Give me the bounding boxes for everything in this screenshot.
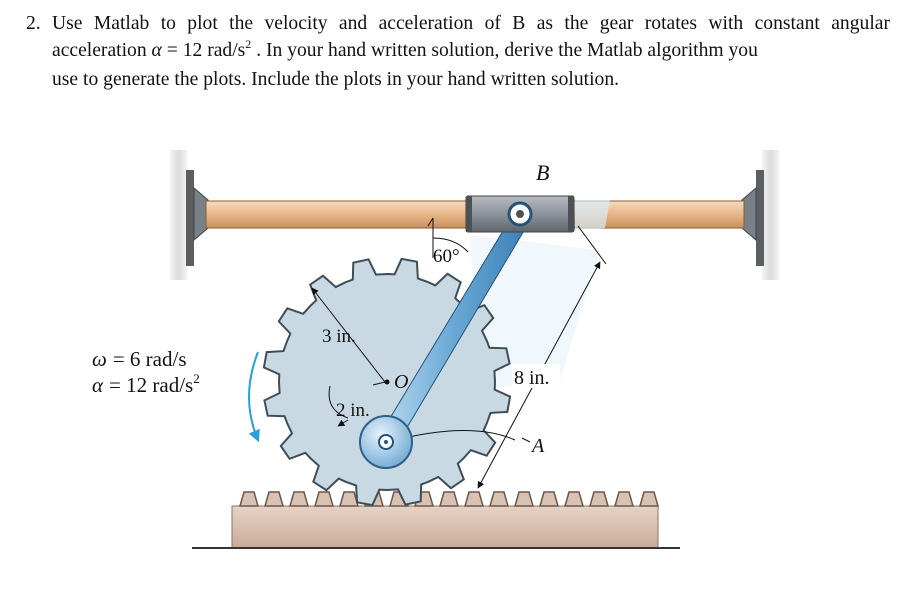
alpha-value: = 12 rad/s (109, 373, 194, 397)
rack-tooth (290, 492, 308, 506)
problem-line-3: use to generate the plots. Include the plots in your hand written solution. (52, 69, 620, 90)
label-A: A (532, 435, 545, 457)
slider-blur (575, 200, 610, 230)
rack-tooth (315, 492, 333, 506)
rack-tooth (340, 492, 358, 506)
alpha-exp: 2 (193, 371, 200, 386)
problem-line-2-eq: = 12 rad/s (166, 40, 246, 61)
rack-tooth (490, 492, 508, 506)
rack-tooth (565, 492, 583, 506)
gear-rack (192, 492, 680, 548)
omega-label (92, 347, 187, 371)
problem-line-2-exp: 2 (245, 37, 252, 51)
rack-tooth (615, 492, 633, 506)
slider-cap-right (568, 196, 574, 232)
rack-tooth (515, 492, 533, 506)
slider-cap-left (466, 196, 472, 232)
center-o-point (385, 380, 390, 385)
rack-tooth (540, 492, 558, 506)
right-bracket (756, 170, 764, 266)
omega-value: = 6 rad/s (112, 347, 187, 371)
problem-line-2-post: . In your hand written solution, derive the Matlab algorithm you (256, 40, 758, 61)
problem-number: 2. (26, 13, 41, 34)
right-wall (762, 150, 780, 280)
label-8in: 8 in. (514, 367, 550, 389)
rotation-arrow (249, 352, 258, 440)
pin-A-center (384, 440, 388, 444)
left-bracket (186, 170, 194, 266)
label-O: O (394, 371, 409, 393)
label-3in: 3 in. (322, 326, 356, 347)
label-B: B (536, 160, 550, 185)
alpha-symbol: α (151, 40, 162, 61)
mechanism-figure (0, 120, 901, 592)
left-wall (170, 150, 188, 280)
mechanism-diagram (0, 120, 901, 592)
rack-tooth (590, 492, 608, 506)
omega-symbol: ω (92, 347, 107, 371)
label-angle: 60° (433, 246, 460, 267)
label-2in: 2 in. (336, 400, 370, 421)
label-A-leader (522, 438, 530, 442)
rack-tooth (240, 492, 258, 506)
problem-text (52, 10, 890, 93)
rack-tooth (465, 492, 483, 506)
alpha-symbol-fig: α (92, 373, 104, 397)
problem-line-2-pre: acceleration (52, 40, 147, 61)
alpha-label (92, 371, 200, 397)
problem-line-1: Use Matlab to plot the velocity and acceleration of B as the gear rotates with constant angular (52, 13, 890, 34)
rack-tooth (440, 492, 458, 506)
problem-line-2 (52, 37, 890, 66)
rack-tooth (640, 492, 658, 506)
slider-pin-center (516, 210, 524, 218)
rack-tooth (265, 492, 283, 506)
